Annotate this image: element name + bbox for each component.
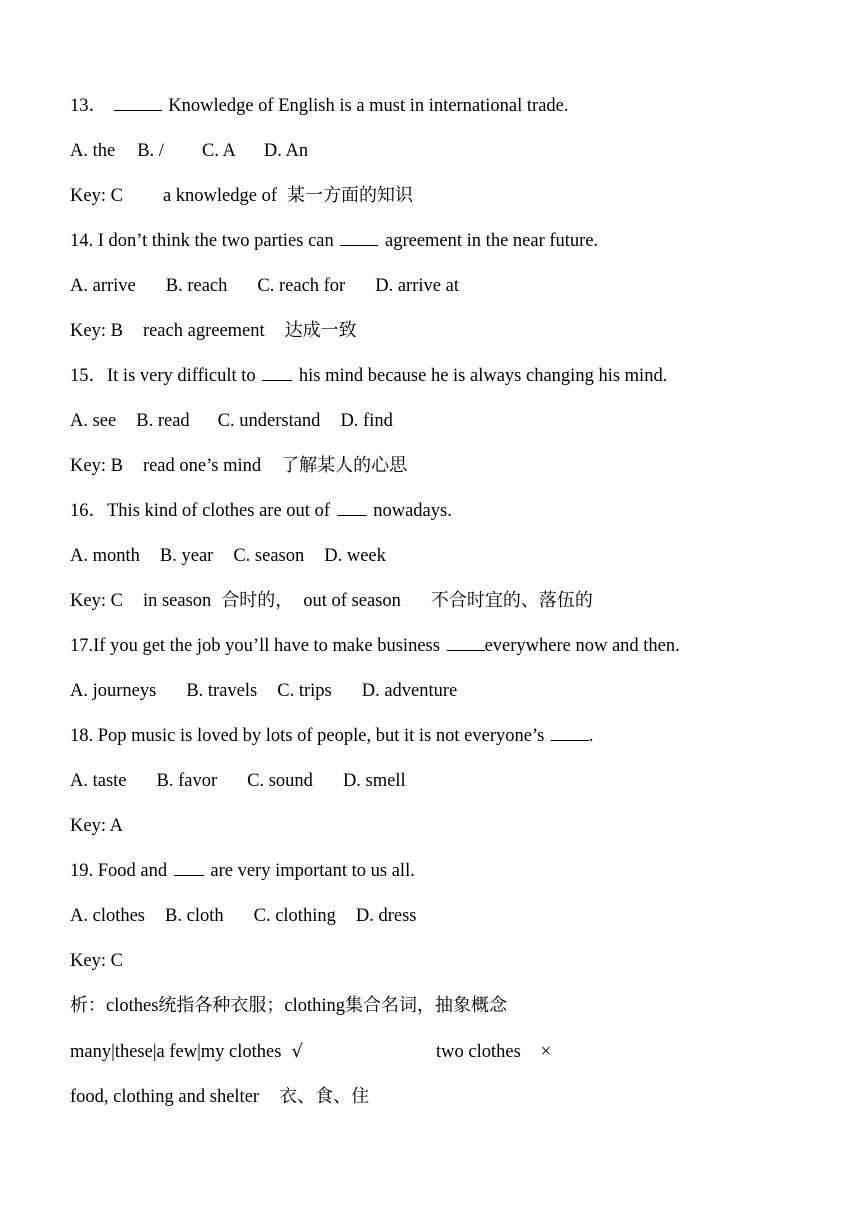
stem-text: 14. I don’t think the two parties can xyxy=(70,231,339,251)
option-b: B. / xyxy=(137,141,164,161)
answer-key: Key: C xyxy=(70,951,123,971)
answer-blank xyxy=(340,227,378,246)
question-14-stem xyxy=(70,225,598,257)
stem-text: 19. Food and xyxy=(70,861,172,881)
answer-blank xyxy=(447,632,485,651)
answer-blank xyxy=(337,497,367,516)
stem-text: . xyxy=(588,726,594,746)
question-17-stem xyxy=(70,630,680,662)
usage-example-line xyxy=(70,1036,303,1068)
option-b: B. year xyxy=(159,546,214,566)
check-mark-icon: √ xyxy=(291,1041,303,1062)
wrong-usage-example xyxy=(436,1036,551,1068)
key-note: out of season xyxy=(303,591,401,611)
key-note: in season xyxy=(142,591,212,611)
question-16-key xyxy=(70,585,593,617)
question-19-stem xyxy=(70,855,415,887)
option-a: A. taste xyxy=(70,771,127,791)
question-15-key xyxy=(70,450,407,482)
option-d: D. week xyxy=(324,546,386,566)
question-19-options xyxy=(70,900,416,932)
option-c: C. understand xyxy=(217,411,321,431)
answer-key: Key: A xyxy=(70,816,123,836)
option-b: B. read xyxy=(136,411,190,431)
option-d: D. adventure xyxy=(361,681,458,701)
key-note-chinese: 达成一致 xyxy=(284,320,357,341)
option-b: B. cloth xyxy=(165,906,224,926)
stem-text: are very important to us all. xyxy=(205,861,415,881)
option-a: A. the xyxy=(70,141,116,161)
answer-blank xyxy=(114,92,162,111)
option-d: D. dress xyxy=(355,906,417,926)
question-15-stem xyxy=(70,360,667,392)
option-b: B. favor xyxy=(156,771,218,791)
option-b: B. reach xyxy=(165,276,228,296)
stem-text: Knowledge of English is a must in international trade. xyxy=(163,96,569,116)
stem-text: agreement in the near future. xyxy=(380,231,599,251)
analysis-text: 集合名词，抽象概念 xyxy=(345,995,508,1016)
key-note-chinese: 了解某人的心思 xyxy=(281,455,408,476)
option-a: A. journeys xyxy=(70,681,157,701)
incorrect-usage: two clothes xyxy=(436,1042,521,1062)
option-a: A. see xyxy=(70,411,117,431)
question-16-options xyxy=(70,540,386,572)
key-note: reach agreement xyxy=(142,321,265,341)
option-c: C. clothing xyxy=(253,906,336,926)
phrase-line xyxy=(70,1081,369,1113)
stem-text: nowadays. xyxy=(368,501,452,521)
stem-text: 18. Pop music is loved by lots of people, but it is not everyone’s xyxy=(70,726,549,746)
stem-text: 15．It is very difficult to xyxy=(70,366,261,386)
phrase-chinese: 衣、食、住 xyxy=(279,1086,370,1107)
key-note-chinese: 合时的， xyxy=(221,590,294,611)
option-c: C. reach for xyxy=(257,276,346,296)
answer-blank xyxy=(174,857,204,876)
option-d: D. arrive at xyxy=(375,276,459,296)
question-19-key xyxy=(70,945,123,977)
option-a: A. arrive xyxy=(70,276,136,296)
analysis-line xyxy=(70,990,507,1022)
question-15-options xyxy=(70,405,393,437)
key-note: a knowledge of xyxy=(162,186,277,206)
question-13-stem xyxy=(70,90,569,122)
question-13-options xyxy=(70,135,308,167)
stem-text: 13． xyxy=(70,96,112,116)
analysis-word: clothes xyxy=(106,996,159,1016)
option-c: C. A xyxy=(201,141,236,161)
question-14-key xyxy=(70,315,357,347)
option-c: C. trips xyxy=(277,681,332,701)
key-note-chinese: 某一方面的知识 xyxy=(286,185,413,206)
option-a: A. month xyxy=(70,546,140,566)
stem-text: 16．This kind of clothes are out of xyxy=(70,501,335,521)
option-d: D. An xyxy=(263,141,309,161)
key-note-chinese: 不合时宜的、落伍的 xyxy=(430,590,593,611)
option-c: C. sound xyxy=(247,771,313,791)
option-a: A. clothes xyxy=(70,906,146,926)
stem-text: 17.If you get the job you’ll have to make business xyxy=(70,636,445,656)
answer-key: Key: C xyxy=(70,186,123,206)
question-18-stem xyxy=(70,720,594,752)
question-16-stem xyxy=(70,495,452,527)
stem-text: everywhere now and then. xyxy=(484,636,680,656)
correct-usage: many|these|a few|my clothes xyxy=(70,1042,282,1062)
question-17-options xyxy=(70,675,457,707)
answer-blank xyxy=(551,722,589,741)
question-18-key xyxy=(70,810,123,842)
cross-mark-icon: × xyxy=(540,1042,552,1062)
question-13-key xyxy=(70,180,413,212)
key-note: read one’s mind xyxy=(142,456,262,476)
question-14-options xyxy=(70,270,459,302)
analysis-text: 统指各种衣服； xyxy=(158,995,285,1016)
answer-key: Key: B xyxy=(70,321,123,341)
answer-key: Key: B xyxy=(70,456,123,476)
analysis-label: 析： xyxy=(70,995,106,1016)
option-d: D. find xyxy=(340,411,393,431)
phrase-english: food, clothing and shelter xyxy=(70,1087,260,1107)
question-18-options xyxy=(70,765,406,797)
option-d: D. smell xyxy=(342,771,406,791)
option-c: C. season xyxy=(233,546,305,566)
option-b: B. travels xyxy=(186,681,258,701)
analysis-word: clothing xyxy=(284,996,346,1016)
stem-text: his mind because he is always changing his mind. xyxy=(294,366,668,386)
answer-blank xyxy=(262,362,292,381)
answer-key: Key: C xyxy=(70,591,123,611)
